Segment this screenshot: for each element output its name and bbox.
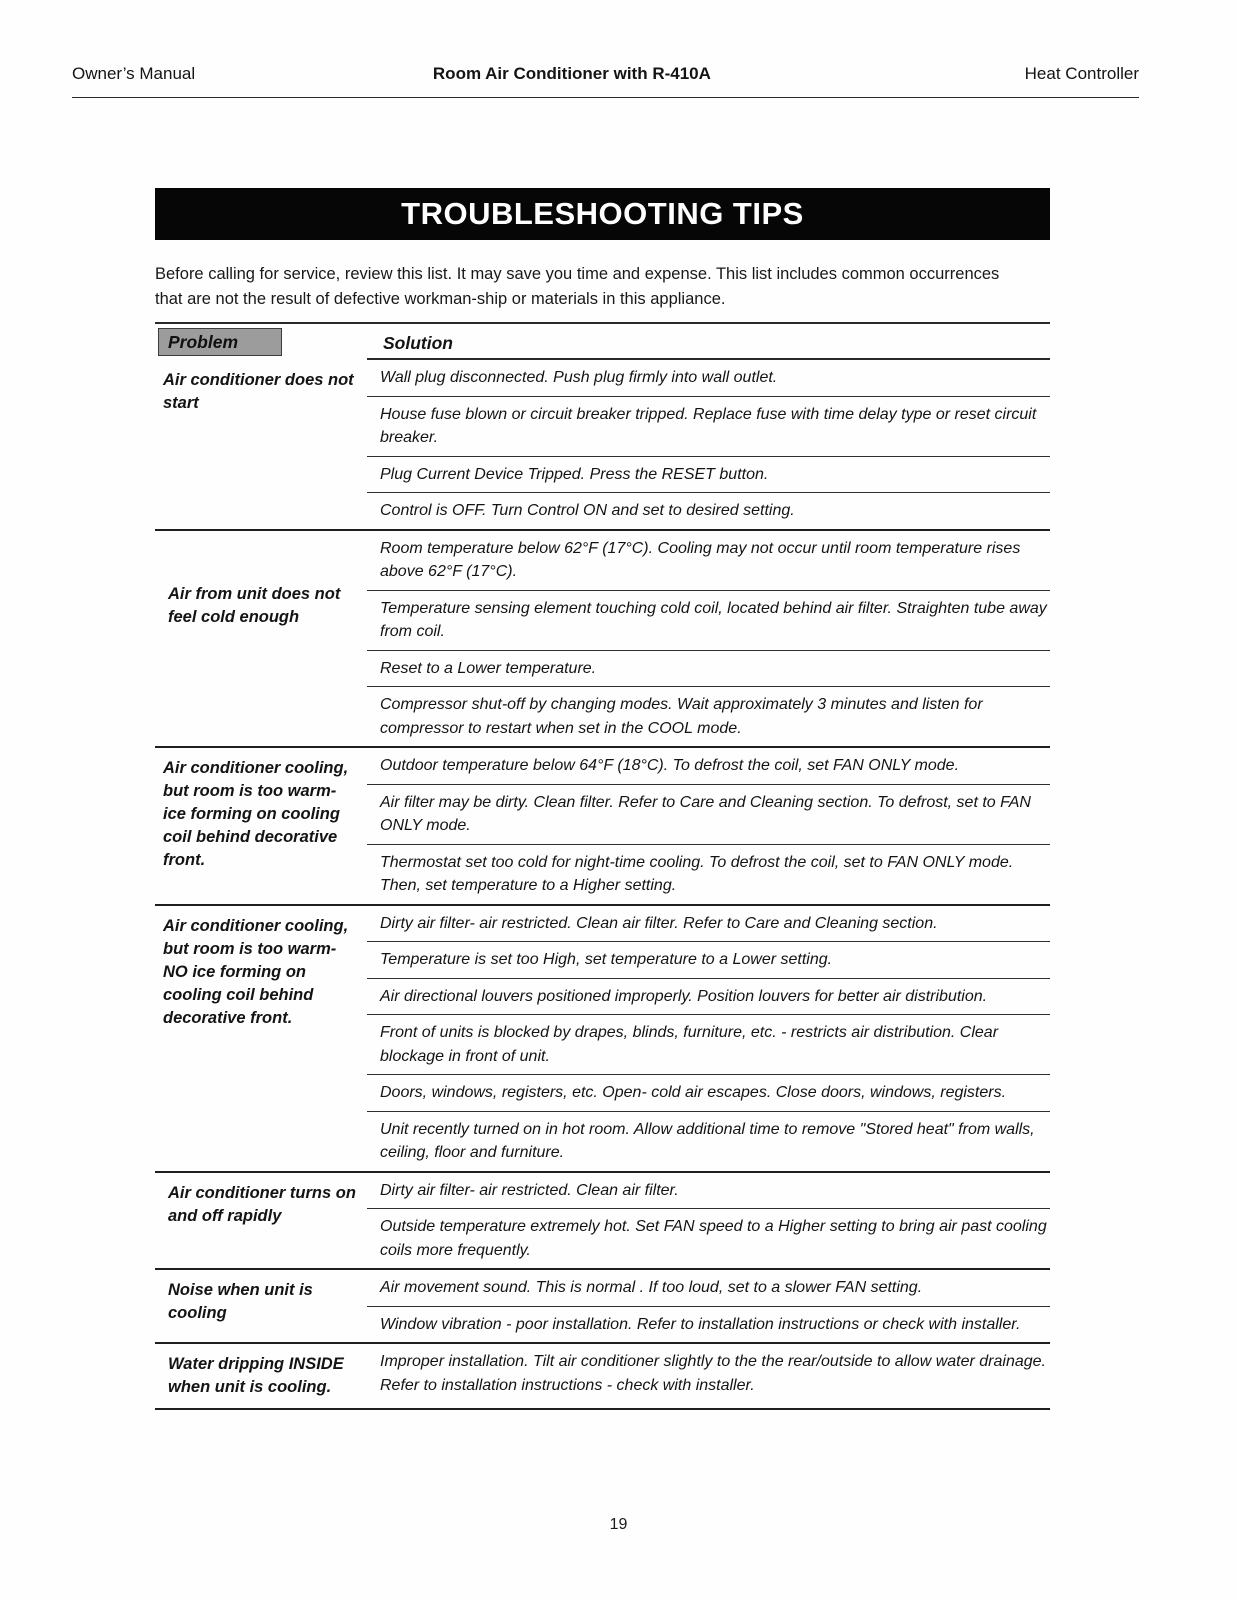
solutions-cell (367, 748, 1050, 904)
solution-item: Air filter may be dirty. Clean filter. Refer to Care and Cleaning section. To defrost, set to FAN ONLY mode. (367, 785, 1050, 845)
solution-item: Air movement sound. This is normal . If too loud, set to a slower FAN setting. (367, 1270, 1050, 1307)
solutions-cell (367, 360, 1050, 529)
solution-item: Outdoor temperature below 64°F (18°C). To defrost the coil, set FAN ONLY mode. (367, 748, 1050, 785)
problem-cell: Water dripping INSIDE when unit is cooling. (168, 1355, 344, 1396)
troubleshooting-table (155, 322, 1050, 1410)
solution-item: Plug Current Device Tripped. Press the RESET button. (367, 457, 1050, 494)
solution-item: Window vibration - poor installation. Refer to installation instructions or check with installer. (380, 1315, 1021, 1333)
solution-item: Thermostat set too cold for night-time cooling. To defrost the coil, set to FAN ONLY mode. Then, set temperature to a Higher setting. (380, 853, 1014, 894)
solution-item: Dirty air filter- air restricted. Clean air filter. (367, 1173, 1050, 1210)
section-title-banner: TROUBLESHOOTING TIPS (155, 188, 1050, 240)
table-row-group-not-cold-enough (155, 531, 1050, 749)
solution-item: Improper installation. Tilt air conditioner slightly to the the rear/outside to allow water drainage. Refer to installation instructions - check with installer. (380, 1353, 1046, 1394)
solutions-cell (367, 1270, 1050, 1342)
page-number: 19 (609, 1516, 628, 1533)
problem-cell: Air conditioner does not start (163, 371, 354, 412)
solution-item: Compressor shut-off by changing modes. Wait approximately 3 minutes and listen for compressor to restart when set in the COOL mode. (380, 696, 983, 737)
solution-item: House fuse blown or circuit breaker tripped. Replace fuse with time delay type or reset circuit breaker. (367, 397, 1050, 457)
problem-cell: Air conditioner cooling, but room is too warm- ice forming on cooling coil behind decorative front. (163, 759, 349, 869)
header-right-text: Heat Controller (1024, 64, 1139, 83)
solutions-cell (367, 1173, 1050, 1269)
problem-cell: Air conditioner turns on and off rapidly (168, 1183, 356, 1225)
solution-item: Outside temperature extremely hot. Set FAN speed to a Higher setting to bring air past cooling coils more frequently. (380, 1218, 1047, 1259)
solution-column-header: Solution (383, 333, 453, 353)
solution-item: Dirty air filter- air restricted. Clean air filter. Refer to Care and Cleaning section. (367, 906, 1050, 943)
table-row-group-ice-forming (155, 748, 1050, 906)
solution-item: Front of units is blocked by drapes, blinds, furniture, etc. - restricts air distribution. Clear blockage in front of unit. (367, 1015, 1050, 1075)
page-header (72, 64, 1139, 98)
solution-item: Temperature sensing element touching cold coil, located behind air filter. Straighten tube away from coil. (367, 591, 1050, 651)
problem-cell: Noise when unit is cooling (168, 1281, 313, 1322)
solution-item: Temperature is set too High, set temperature to a Lower setting. (367, 942, 1050, 979)
solution-item: Room temperature below 62°F (17°C). Cooling may not occur until room temperature rises above 62°F (17°C). (367, 531, 1050, 591)
solutions-cell (367, 906, 1050, 1171)
table-row-group-water-dripping (155, 1344, 1050, 1410)
header-left-text: Owner’s Manual (72, 64, 196, 83)
solution-item: Unit recently turned on in hot room. Allow additional time to remove "Stored heat" from walls, ceiling, floor and furniture. (380, 1120, 1035, 1161)
table-row-group-on-off-rapidly (155, 1173, 1050, 1271)
solutions-cell (367, 1344, 1050, 1408)
header-center-title: Room Air Conditioner with R-410A (432, 64, 711, 83)
solution-item: Air directional louvers positioned improperly. Position louvers for better air distribution. (367, 979, 1050, 1016)
solutions-cell (367, 531, 1050, 747)
table-row-group-noise (155, 1270, 1050, 1344)
problem-cell: Air conditioner cooling, but room is too warm- NO ice forming on cooling coil behind decorative front. (163, 916, 349, 1027)
solution-item: Control is OFF. Turn Control ON and set to desired setting. (380, 502, 795, 519)
intro-paragraph: Before calling for service, review this list. It may save you time and expense. This list includes common occurrences that are not the result of defective workman-ship or materials in this appliance. (155, 265, 1000, 308)
solution-item: Doors, windows, registers, etc. Open- cold air escapes. Close doors, windows, registers. (367, 1075, 1050, 1112)
header-underline (367, 358, 1050, 360)
table-row-group-does-not-start (155, 360, 1050, 531)
solution-item: Wall plug disconnected. Push plug firmly into wall outlet. (367, 360, 1050, 397)
table-row-group-no-ice-forming (155, 906, 1050, 1173)
table-header-row (155, 324, 1050, 360)
problem-cell: Air from unit does not feel cold enough (168, 584, 341, 626)
problem-column-header: Problem (158, 328, 282, 356)
solution-item: Reset to a Lower temperature. (367, 651, 1050, 688)
